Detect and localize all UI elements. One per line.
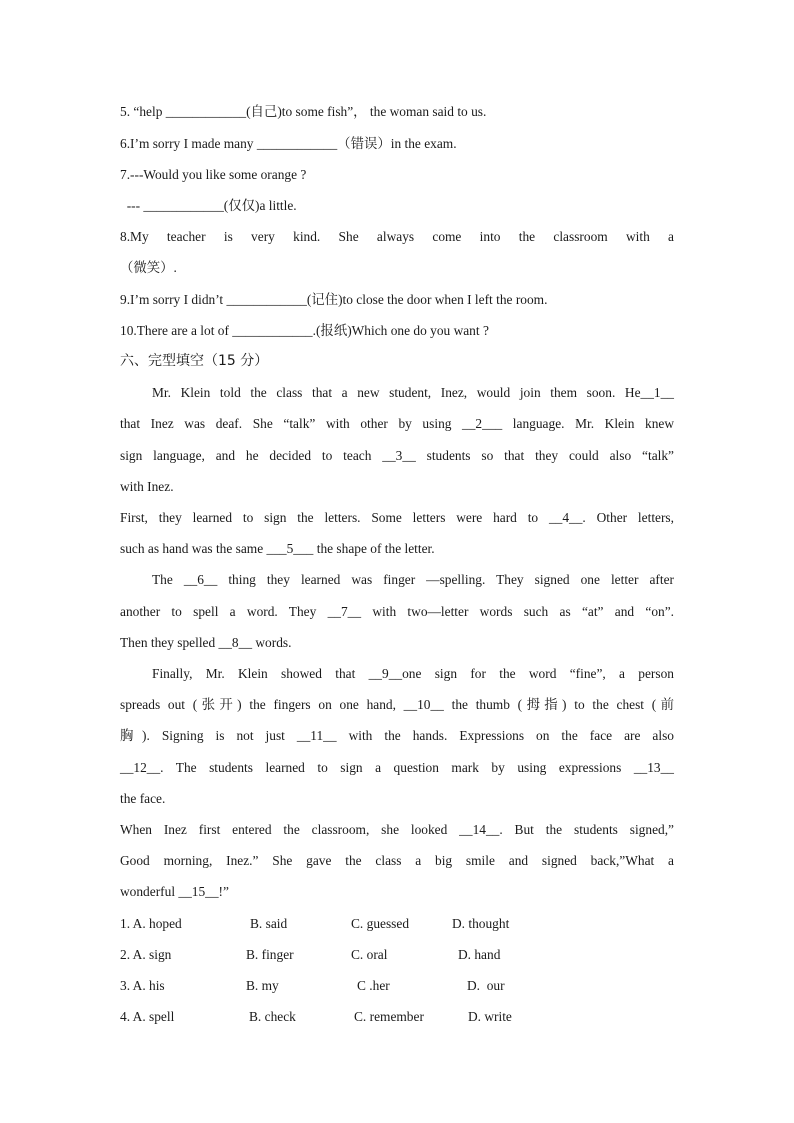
cloze-line: First, they learned to sign the letters. Some letters were hard to __4__. Other letters, bbox=[120, 510, 674, 525]
cloze-line: that Inez was deaf. She “talk” with other by using __2___ language. Mr. Klein knew bbox=[120, 416, 674, 431]
option-a: 1. A. hoped bbox=[120, 916, 182, 931]
cloze-line: Finally, Mr. Klein showed that __9__one sign for the word “fine”, a person bbox=[152, 666, 674, 681]
question-10: 10.There are a lot of ____________.(报纸)Which one do you want ? bbox=[120, 323, 489, 338]
option-a: 3. A. his bbox=[120, 978, 165, 993]
question-5: 5. “help ____________(自己)to some fish”， the woman said to us. bbox=[120, 104, 487, 119]
cloze-line: Then they spelled __8__ words. bbox=[120, 635, 292, 650]
question-8-hint: （微笑）. bbox=[120, 260, 177, 275]
option-b: B. check bbox=[249, 1009, 296, 1024]
cloze-line: such as hand was the same ___5___ the shape of the letter. bbox=[120, 541, 435, 556]
option-b: B. my bbox=[246, 978, 279, 993]
question-6: 6.I’m sorry I made many ____________（错误）in the exam. bbox=[120, 136, 457, 151]
cloze-line: wonderful __15__!” bbox=[120, 884, 229, 899]
cloze-line: another to spell a word. They __7__ with two—letter words such as “at” and “on”. bbox=[120, 604, 674, 619]
option-d: D. thought bbox=[452, 916, 510, 931]
option-b: B. finger bbox=[246, 947, 294, 962]
cloze-line: The __6__ thing they learned was finger —spelling. They signed one letter after bbox=[152, 572, 674, 587]
question-7: 7.---Would you like some orange ? bbox=[120, 167, 307, 182]
cloze-line: sign language, and he decided to teach __3__ students so that they could also “talk” bbox=[120, 448, 674, 463]
option-d: D. write bbox=[468, 1009, 512, 1024]
cloze-line: 胸). Signing is not just __11__ with the hands. Expressions on the face are also bbox=[120, 728, 674, 743]
cloze-line: spreads out (张开) the fingers on one hand, __10__ the thumb (拇指) to the chest (前 bbox=[120, 697, 674, 712]
cloze-line: Mr. Klein told the class that a new student, Inez, would join them soon. He__1__ bbox=[152, 385, 674, 400]
option-c: C .her bbox=[357, 978, 390, 993]
cloze-line: When Inez first entered the classroom, she looked __14__. But the students signed,” bbox=[120, 822, 674, 837]
question-9: 9.I’m sorry I didn’t ____________(记住)to close the door when I left the room. bbox=[120, 292, 548, 307]
option-d: D. our bbox=[467, 978, 505, 993]
question-7-answer: --- ____________(仅仅)a little. bbox=[120, 198, 297, 213]
option-c: C. remember bbox=[354, 1009, 424, 1024]
option-c: C. oral bbox=[351, 947, 388, 962]
option-a: 2. A. sign bbox=[120, 947, 172, 962]
cloze-line: __12__. The students learned to sign a question mark by using expressions __13__ bbox=[120, 760, 674, 775]
option-c: C. guessed bbox=[351, 916, 410, 931]
option-d: D. hand bbox=[458, 947, 501, 962]
cloze-line: Good morning, Inez.” She gave the class a big smile and signed back,”What a bbox=[120, 853, 674, 868]
cloze-line: the face. bbox=[120, 791, 166, 806]
option-a: 4. A. spell bbox=[120, 1009, 175, 1024]
option-b: B. said bbox=[250, 916, 288, 931]
cloze-line: with Inez. bbox=[120, 479, 174, 494]
question-8: 8.My teacher is very kind. She always come into the classroom with a bbox=[120, 229, 674, 244]
section-heading: 六、完型填空（15 分） bbox=[120, 353, 269, 369]
